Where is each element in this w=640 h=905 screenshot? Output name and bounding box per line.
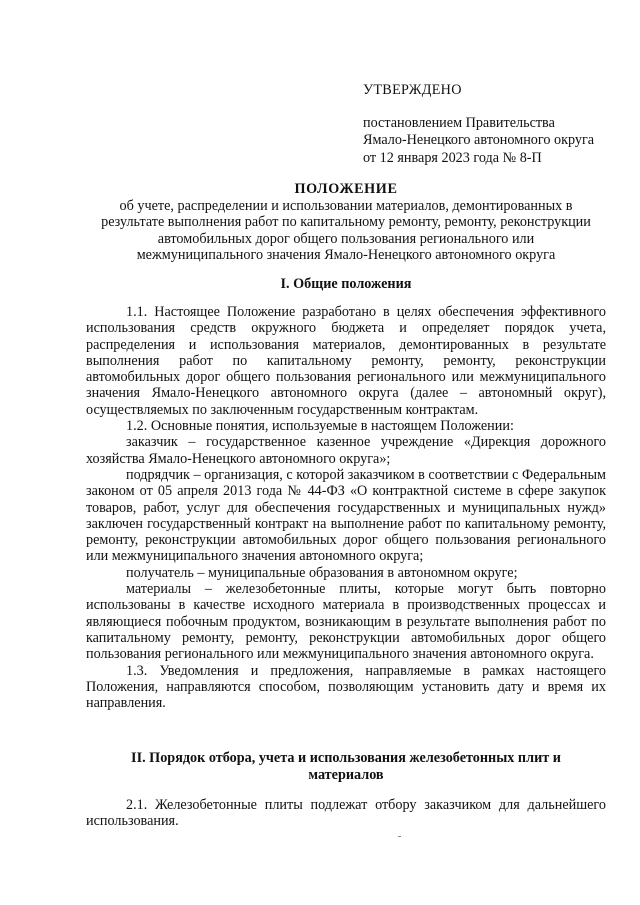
- paragraph: 1.1. Настоящее Положение разработано в целях обеспечения эффективного использования средств окружного бюджета и определяет порядок учета, распределения и использования материалов, демонтированных в результате выполнения работ по капитальному ремонту, ремонту, реконструкции автомобильных дорог общего пользования регионального или межмуниципального значения Ямало-Ненецкого автономного округа (далее – автономный округ), осуществляемых по заключенным государственным контрактам.: [86, 304, 606, 418]
- scan-artifact: [398, 836, 401, 837]
- section-1-heading: I. Общие положения: [280, 276, 412, 292]
- approval-basis-line: постановлением Правительства: [363, 114, 555, 131]
- document-title-block: [86, 181, 606, 264]
- paragraph: 2.1. Железобетонные плиты подлежат отбору заказчиком для дальнейшего использования.: [86, 797, 606, 830]
- document-subtitle: [86, 198, 606, 264]
- section-2-heading-line: II. Порядок отбора, учета и использования железобетонных плит и: [131, 750, 561, 766]
- subtitle-line: результате выполнения работ по капитальному ремонту, ремонту, реконструкции: [101, 214, 591, 231]
- section-2-heading-line: материалов: [308, 766, 384, 783]
- paragraph: получатель – муниципальные образования в автономном округе;: [126, 564, 518, 581]
- approval-basis-line: от 12 января 2023 года № 8-П: [363, 149, 542, 166]
- section-1-body: [86, 304, 606, 711]
- paragraph: заказчик – государственное казенное учреждение «Дирекция дорожного хозяйства Ямало-Ненецкого автономного округа»;: [86, 434, 606, 467]
- subtitle-line: об учете, распределении и использовании материалов, демонтированных в: [119, 197, 573, 214]
- paragraph: материалы – железобетонные плиты, которые могут быть повторно использованы в качестве исходного материала в производственных процессах и являющиеся побочным продуктом, возникающим в результате выполнения работ по капитальному ремонту, ремонту, реконструкции автомобильных дорог общего пользования регионального или межмуниципального значения автономного округа.: [86, 581, 606, 663]
- section-2-body: [86, 797, 606, 830]
- paragraph: 1.3. Уведомления и предложения, направляемые в рамках настоящего Положения, направляются способом, позволяющим установить дату и время их направления.: [86, 662, 606, 712]
- paragraph: подрядчик – организация, с которой заказчиком в соответствии с Федеральным законом от 05 апреля 2013 года № 44-ФЗ «О контрактной системе в сфере закупок товаров, работ, услуг для обеспечения государственных и муниципальных нужд» заключен государственный контракт на выполнение работ по капитальному ремонту, ремонту, реконструкции автомобильных дорог общего пользования регионального или межмуниципального значения автономного округа;: [86, 466, 606, 565]
- subtitle-line: межмуниципального значения Ямало-Ненецкого автономного округа: [136, 247, 556, 264]
- document-title: ПОЛОЖЕНИЕ: [294, 181, 398, 197]
- subtitle-line: автомобильных дорог общего пользования регионального или: [157, 230, 535, 247]
- approval-basis: [363, 115, 633, 168]
- section-2-heading: [86, 750, 606, 783]
- approval-basis-line: Ямало-Ненецкого автономного округа: [363, 132, 595, 148]
- approval-block: [363, 82, 633, 167]
- approved-stamp-text: УТВЕРЖДЕНО: [363, 82, 462, 98]
- paragraph: 1.2. Основные понятия, используемые в настоящем Положении:: [126, 418, 514, 435]
